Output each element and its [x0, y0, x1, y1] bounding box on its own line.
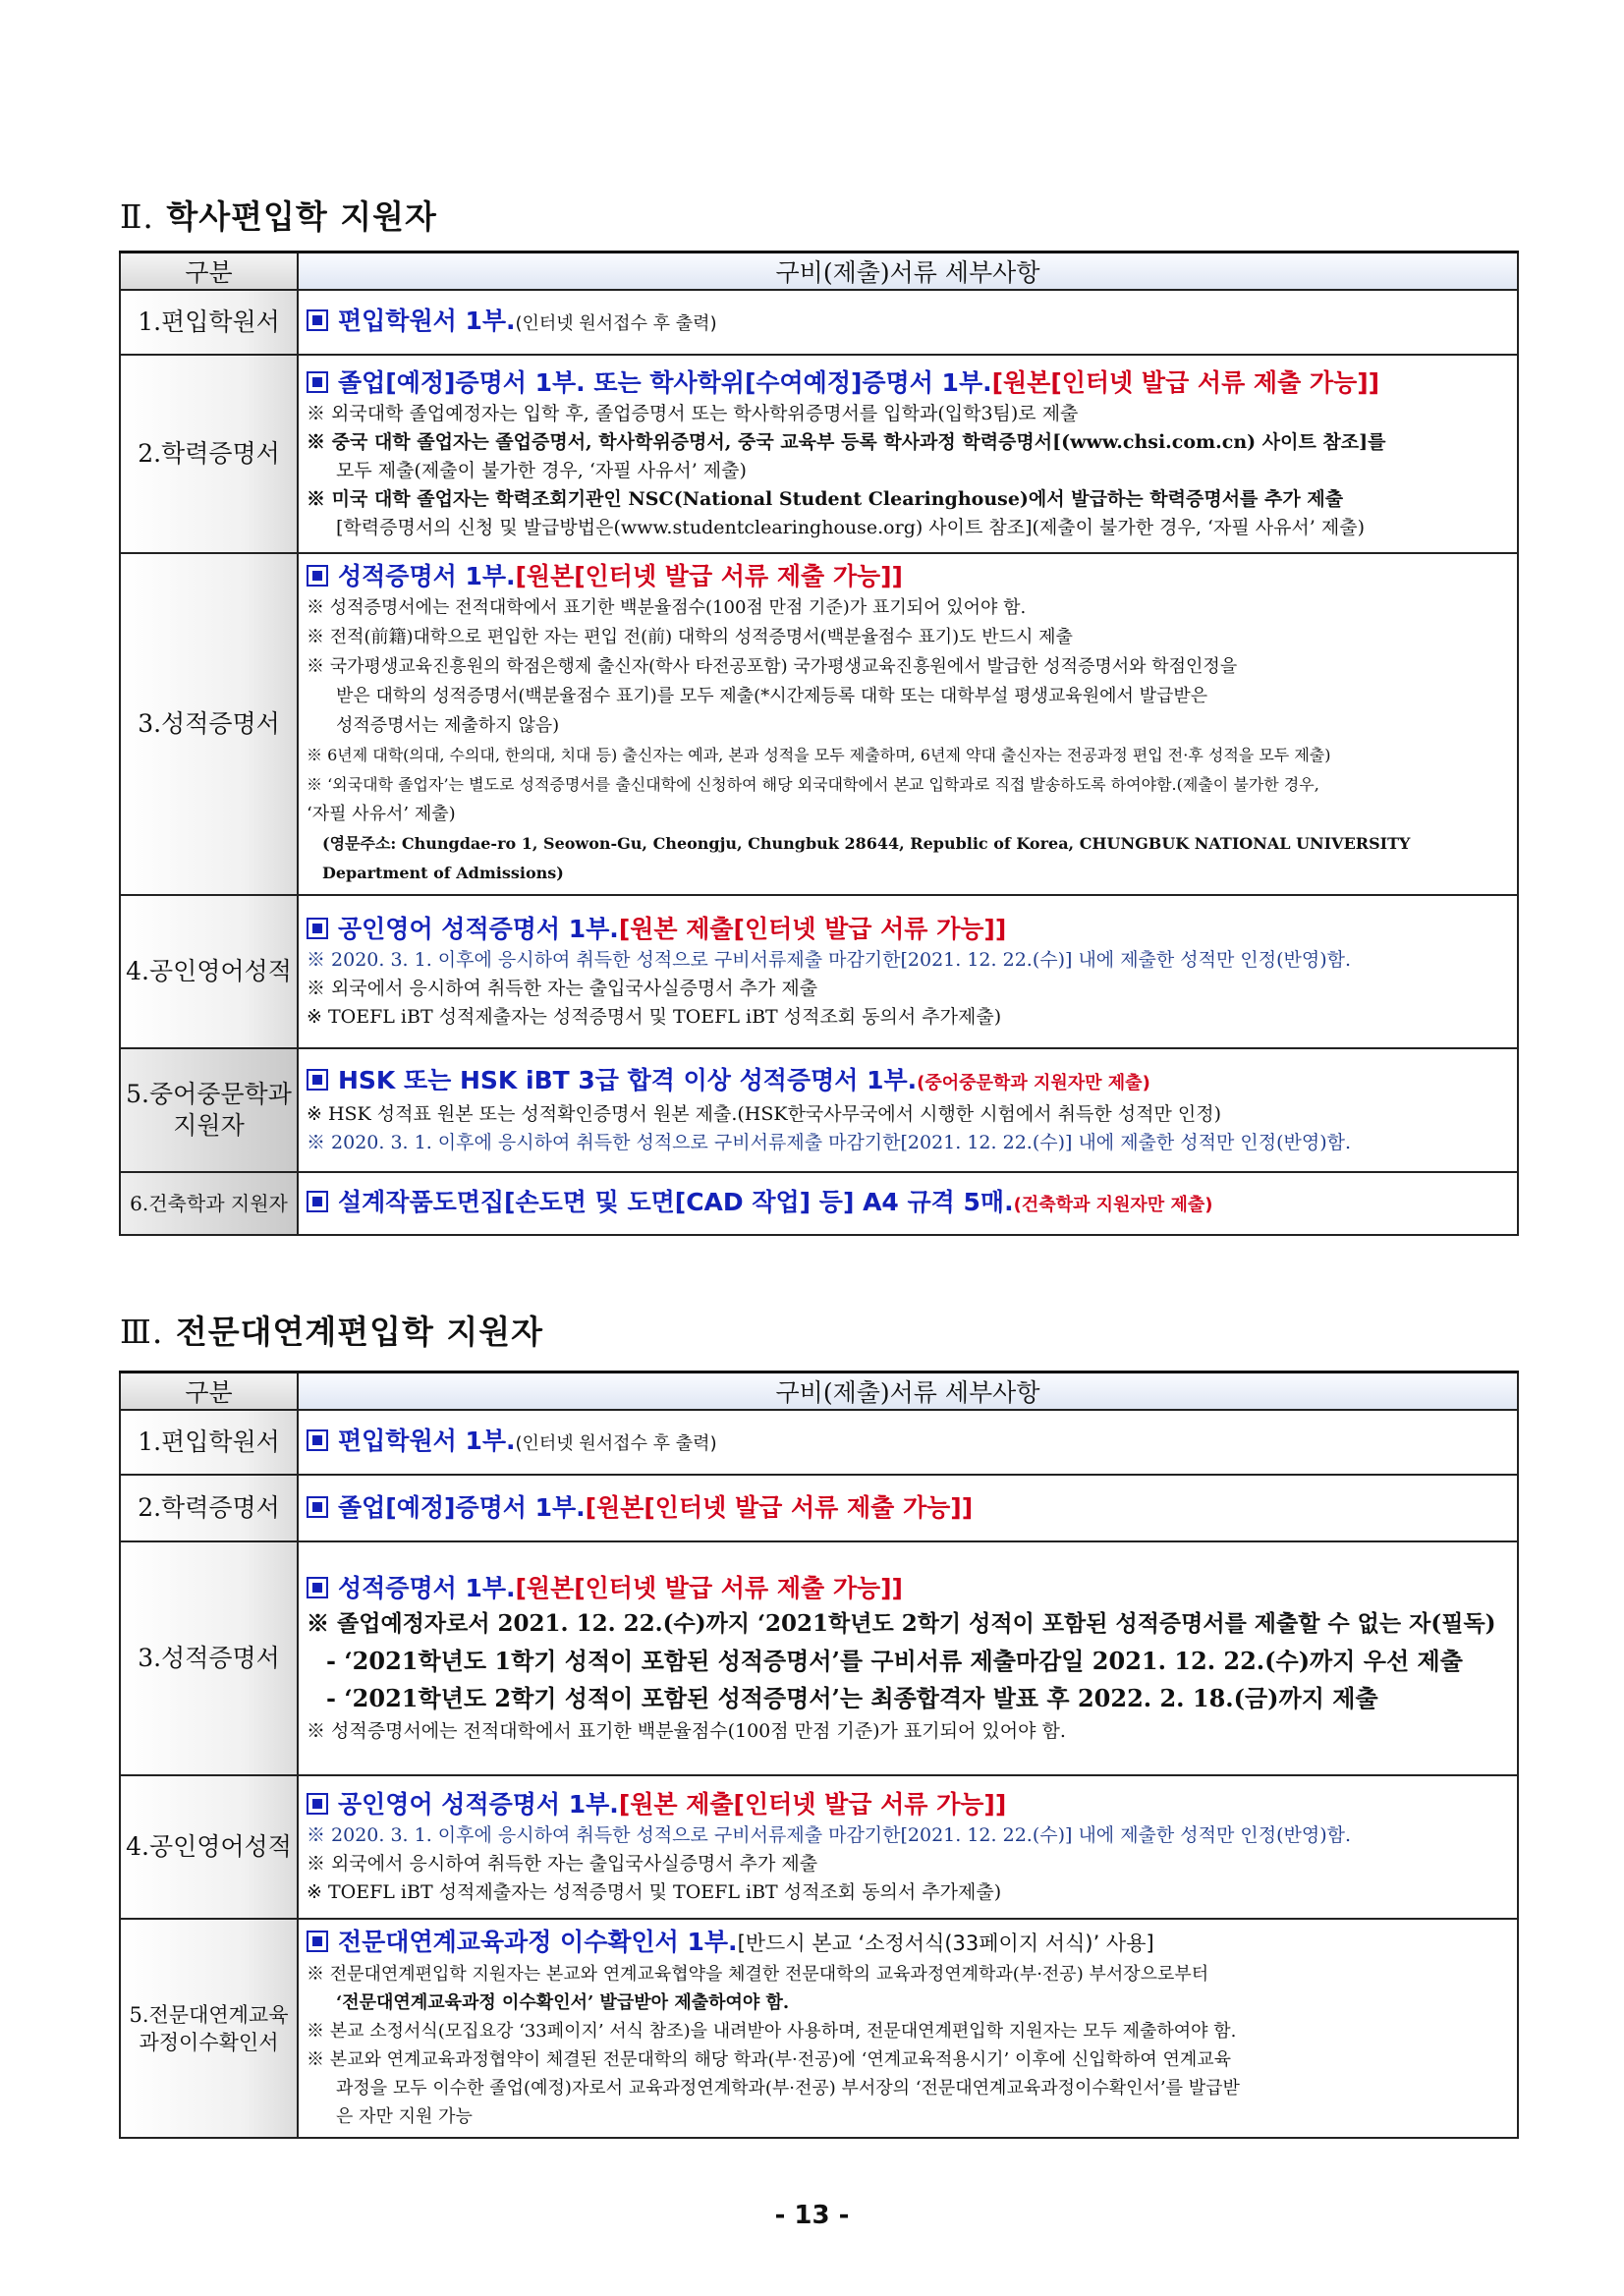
checkbox-square-icon — [307, 1931, 328, 1952]
table-row: 3.성적증명서 성적증명서 1부.[원본[인터넷 발급 서류 제출 가능]] ※ 졸업예정자로서 2021. 12. 22.(수)까지 ‘2021학년도 2학기 성적이 포함된 성적증명서를 제출할 수 없는 자(필독) - ‘2021학년도 1학기 성적이 포함된 성적증명서’를 구비서류 제출마감일 2021. 12. 22.(수)까지 우선 제출 - ‘2021학년도 2학기 성적이 포함된 성적증명서’는 최종합격자 발표 후 2022. 2. 18.(금)까지 제출 ※ 성적증명서에는 전적대학에서 표기한 백분율점수(100점 만점 기준)가 표기되어 있어야 함. — [120, 1541, 1518, 1775]
header-category: 구분 — [120, 1372, 298, 1411]
row-category: 5.전문대연계교육과정이수확인서 — [120, 1919, 298, 2138]
row-headline: 전문대연계교육과정 이수확인서 1부.[반드시 본교 ‘소정서식(33페이지 서식)’ 사용] — [307, 1926, 1511, 1960]
row-headline: 편입학원서 1부.(인터넷 원서접수 후 출력) — [307, 305, 1511, 341]
row-headline: 졸업[예정]증명서 1부.[원본[인터넷 발급 서류 제출 가능]] — [307, 1491, 1511, 1525]
section-3-title: Ⅲ. 전문대연계편입학 지원자 — [120, 1313, 543, 1351]
checkbox-square-icon — [307, 1429, 328, 1451]
row-category: 1.편입학원서 — [120, 290, 298, 355]
table-row — [120, 290, 1518, 355]
row-category: 4.공인영어성적 — [120, 895, 298, 1048]
header-details: 구비(제출)서류 세부사항 — [298, 1372, 1518, 1411]
checkbox-square-icon — [307, 1577, 328, 1598]
row-headline: 성적증명서 1부.[원본[인터넷 발급 서류 제출 가능]] — [307, 1572, 1511, 1605]
table-row: 4.공인영어성적 공인영어 성적증명서 1부.[원본 제출[인터넷 발급 서류 가능]] ※ 2020. 3. 1. 이후에 응시하여 취득한 성적으로 구비서류제출 마감기한[2021. 12. 22.(수)] 내에 제출한 성적만 인정(반영)함. ※ 외국에서 응시하여 취득한 자는 출입국사실증명서 추가 제출 ※ TOEFL iBT 성적제출자는 성적증명서 및 TOEFL iBT 성적조회 동의서 추가제출) — [120, 895, 1518, 1048]
table-row: 4.공인영어성적 공인영어 성적증명서 1부.[원본 제출[인터넷 발급 서류 가능]] ※ 2020. 3. 1. 이후에 응시하여 취득한 성적으로 구비서류제출 마감기한[2021. 12. 22.(수)] 내에 제출한 성적만 인정(반영)함. ※ 외국에서 응시하여 취득한 자는 출입국사실증명서 추가 제출 ※ TOEFL iBT 성적제출자는 성적증명서 및 TOEFL iBT 성적조회 동의서 추가제출) — [120, 1775, 1518, 1919]
row-category: 2.학력증명서 — [120, 355, 298, 553]
row-category: 6.건축학과 지원자 — [120, 1172, 298, 1235]
checkbox-square-icon — [307, 1793, 328, 1815]
row-headline: 공인영어 성적증명서 1부.[원본 제출[인터넷 발급 서류 가능]] — [307, 913, 1511, 946]
table-row: 2.학력증명서 졸업[예정]증명서 1부. 또는 학사학위[수여예정]증명서 1부.[원본[인터넷 발급 서류 제출 가능]] ※ 외국대학 졸업예정자는 입학 후, 졸업증명서 또는 학사학위증명서를 입학과(입학3팀)로 제출 ※ 중국 대학 졸업자는 졸업증명서, 학사학위증명서, 중국 교육부 등록 학사과정 학력증명서[(www.chsi.com.cn) 사이트 참조]를 모두 제출(제출이 불가한 경우, ‘자필 사유서’ 제출) ※ 미국 대학 졸업자는 학력조회기관인 NSC(National Student Clearinghouse)에서 발급하는 학력증명서를 추가 제출 [학력증명서의 신청 및 발급방법은(www.studentclearinghouse.org) 사이트 참조](제출이 불가한 경우, ‘자필 사유서’ 제출) — [120, 355, 1518, 553]
checkbox-square-icon — [307, 309, 328, 331]
section-2-table — [119, 251, 1519, 1236]
row-category: 3.성적증명서 — [120, 553, 298, 895]
section-3-table — [119, 1371, 1519, 2139]
table-row: 5.전문대연계교육과정이수확인서 전문대연계교육과정 이수확인서 1부.[반드시 본교 ‘소정서식(33페이지 서식)’ 사용] ※ 전문대연계편입학 지원자는 본교와 연계교육협약을 체결한 전문대학의 교육과정연계학과(부·전공) 부서장으로부터 ‘전문대연계교육과정 이수확인서’ 발급받아 제출하여야 함. ※ 본교 소정서식(모집요강 ‘33페이지’ 서식 참조)을 내려받아 사용하며, 전문대연계편입학 지원자는 모두 제출하여야 함. ※ 본교와 연계교육과정협약이 체결된 전문대학의 해당 학과(부·전공)에 ‘연계교육적용시기’ 이후에 신입학하여 연계교육 과정을 모두 이수한 졸업(예정)자로서 교육과정연계학과(부·전공) 부서장의 ‘전문대연계교육과정이수확인서’를 발급받 은 자만 지원 가능 — [120, 1919, 1518, 2138]
row-category: 3.성적증명서 — [120, 1541, 298, 1775]
checkbox-square-icon — [307, 565, 328, 587]
checkbox-square-icon — [307, 1069, 328, 1091]
row-category: 2.학력증명서 — [120, 1475, 298, 1541]
row-category: 1.편입학원서 — [120, 1410, 298, 1475]
header-details: 구비(제출)서류 세부사항 — [298, 252, 1518, 291]
checkbox-square-icon — [307, 1191, 328, 1212]
row-headline: 성적증명서 1부.[원본[인터넷 발급 서류 제출 가능]] — [307, 560, 1511, 593]
page-number: - 13 - — [774, 2201, 850, 2230]
row-headline: 편입학원서 1부.(인터넷 원서접수 후 출력) — [307, 1425, 1511, 1461]
row-headline: 공인영어 성적증명서 1부.[원본 제출[인터넷 발급 서류 가능]] — [307, 1788, 1511, 1821]
table-row — [120, 1172, 1518, 1235]
checkbox-square-icon — [307, 918, 328, 939]
table-row — [120, 1475, 1518, 1541]
row-headline: 설계작품도면집[손도면 및 도면[CAD 작업] 등] A4 규격 5매.(건축학과 지원자만 제출) — [307, 1186, 1511, 1222]
checkbox-square-icon — [307, 1496, 328, 1518]
table-row: 5.중어중문학과 지원자 HSK 또는 HSK iBT 3급 합격 이상 성적증명서 1부.(중어중문학과 지원자만 제출) ※ HSK 성적표 원본 또는 성적확인증명서 원본 제출.(HSK한국사무국에서 시행한 시험에서 취득한 성적만 인정) ※ 2020. 3. 1. 이후에 응시하여 취득한 성적으로 구비서류제출 마감기한[2021. 12. 22.(수)] 내에 제출한 성적만 인정(반영)함. — [120, 1048, 1518, 1172]
row-headline: 졸업[예정]증명서 1부. 또는 학사학위[수여예정]증명서 1부.[원본[인터넷 발급 서류 제출 가능]] — [307, 366, 1511, 400]
table-row — [120, 1410, 1518, 1475]
row-headline: HSK 또는 HSK iBT 3급 합격 이상 성적증명서 1부.(중어중문학과 지원자만 제출) — [307, 1064, 1511, 1100]
table-row: 3.성적증명서 성적증명서 1부.[원본[인터넷 발급 서류 제출 가능]] ※ 성적증명서에는 전적대학에서 표기한 백분율점수(100점 만점 기준)가 표기되어 있어야 함. ※ 전적(前籍)대학으로 편입한 자는 편입 전(前) 대학의 성적증명서(백분율점수 표기)도 반드시 제출 ※ 국가평생교육진흥원의 학점은행제 출신자(학사 타전공포함) 국가평생교육진흥원에서 발급한 성적증명서와 학점인정을 받은 대학의 성적증명서(백분율점수 표기)를 모두 제출(*시간제등록 대학 또는 대학부설 평생교육원에서 발급받은 성적증명서는 제출하지 않음) ※ 6년제 대학(의대, 수의대, 한의대, 치대 등) 출신자는 예과, 본과 성적을 모두 제출하며, 6년제 약대 출신자는 전공과정 편입 전·후 성적을 모두 제출) ※ ‘외국대학 졸업자’는 별도로 성적증명서를 출신대학에 신청하여 해당 외국대학에서 본교 입학과로 직접 발송하도록 하여야함.(제출이 불가한 경우, ‘자필 사유서’ 제출) (영문주소: Chungdae-ro 1, Seowon-Gu, Cheongju, Chungbuk 28644, Republic of Korea, CHUNGBUK NATIONAL UNIVERSITY Department of Admissions) — [120, 553, 1518, 895]
section-2-title: Ⅱ. 학사편입학 지원자 — [120, 197, 437, 236]
checkbox-square-icon — [307, 371, 328, 393]
row-category: 5.중어중문학과 지원자 — [120, 1048, 298, 1172]
header-category: 구분 — [120, 252, 298, 291]
row-category: 4.공인영어성적 — [120, 1775, 298, 1919]
